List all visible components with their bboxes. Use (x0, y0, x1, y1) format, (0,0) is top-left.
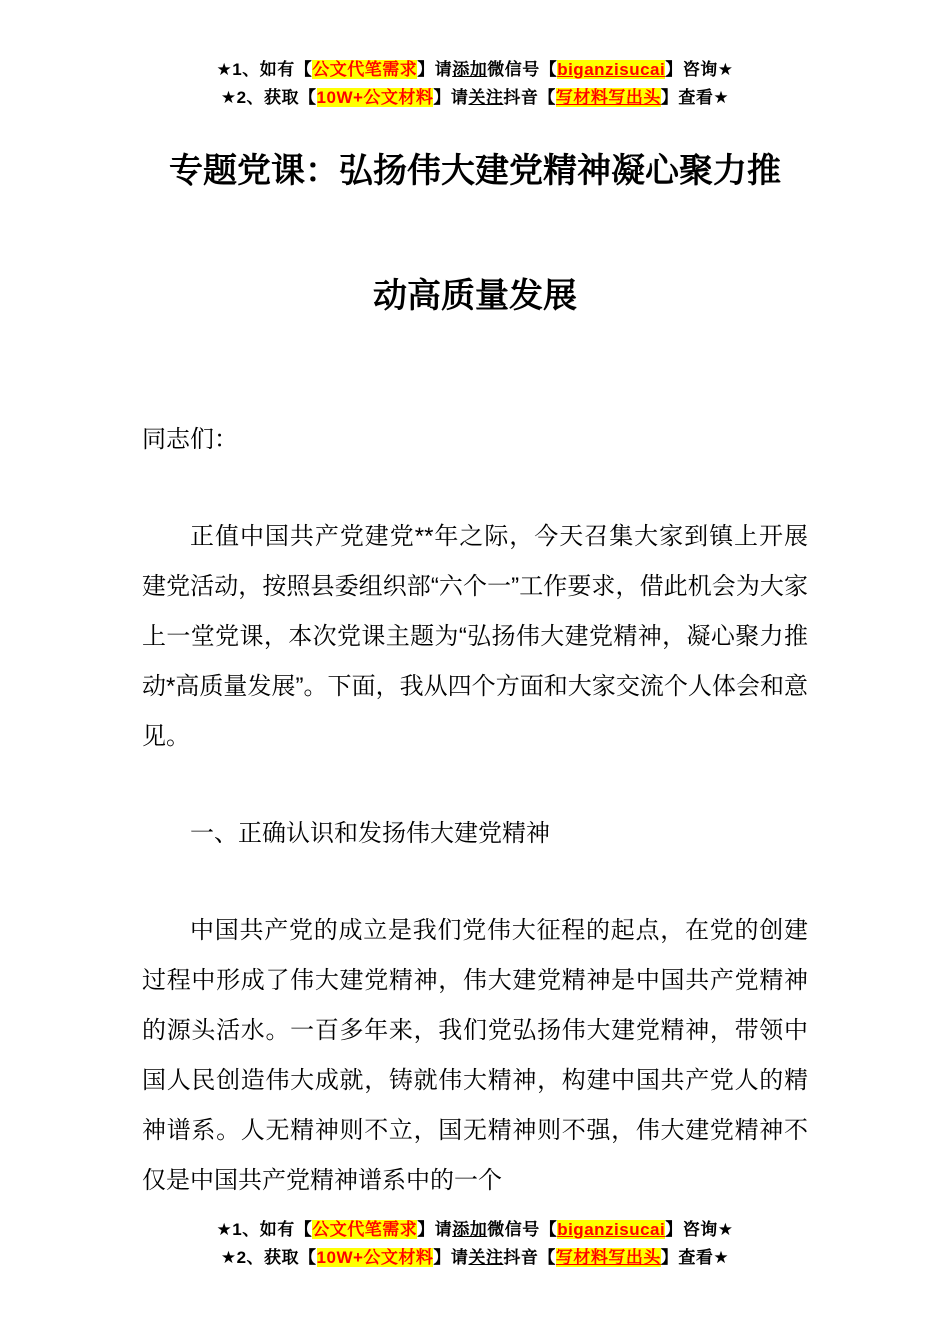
document-title-line-1: 专题党课：弘扬伟大建党精神凝心聚力推 (169, 152, 781, 190)
highlighted-keyword: 公文代笔需求 (312, 1220, 418, 1239)
notice-text: 微信号【 (487, 1220, 558, 1239)
notice-text: ★1、如有【 (216, 60, 313, 79)
underlined-action-word: 关注 (468, 88, 504, 107)
underlined-action-word: 关注 (468, 1248, 504, 1267)
underlined-action-word: 添加 (452, 60, 488, 79)
notice-text: 】咨询★ (665, 1220, 734, 1239)
notice-text: 】请 (417, 1220, 453, 1239)
document-body (142, 415, 808, 1206)
header-notice-line-2 (0, 84, 950, 112)
document-title-line-2: 动高质量发展 (373, 277, 577, 315)
highlighted-keyword: 10W+公文材料 (316, 88, 434, 107)
notice-text: 抖音【 (503, 88, 556, 107)
notice-text: ★2、获取【 (220, 1248, 317, 1267)
notice-text: 】查看★ (660, 88, 730, 107)
wechat-account-id: biganzisucai (557, 60, 666, 79)
notice-text: 】查看★ (660, 1248, 730, 1267)
notice-text: 】请 (433, 1248, 469, 1267)
document-title (0, 147, 950, 320)
notice-text: 微信号【 (487, 60, 558, 79)
notice-text: ★2、获取【 (220, 88, 317, 107)
douyin-account-name: 写材料写出头 (555, 88, 661, 107)
wechat-account-id: biganzisucai (557, 1220, 666, 1239)
douyin-account-name: 写材料写出头 (555, 1248, 661, 1267)
notice-text: 】咨询★ (665, 60, 734, 79)
notice-text: 】请 (417, 60, 453, 79)
header-notice-line-1 (0, 56, 950, 84)
notice-text: ★1、如有【 (216, 1220, 313, 1239)
highlighted-keyword: 公文代笔需求 (312, 60, 418, 79)
underlined-action-word: 添加 (452, 1220, 488, 1239)
highlighted-keyword: 10W+公文材料 (316, 1248, 434, 1267)
greeting-paragraph: 同志们： (142, 426, 238, 453)
notice-text: 】请 (433, 88, 469, 107)
body-paragraph-2: 中国共产党的成立是我们党伟大征程的起点，在党的创建过程中形成了伟大建党精神，伟大建党精神是中国共产党精神的源头活水。一百多年来，我们党弘扬伟大建党精神，带领中国人民创造伟大成就，铸就伟大精神，构建中国共产党人的精神谱系。人无精神则不立，国无精神则不强，伟大建党精神不仅是中国共产党精神谱系中的一个 (142, 917, 808, 1194)
footer-notice-line-1 (0, 1216, 950, 1244)
notice-text: 抖音【 (503, 1248, 556, 1267)
section-heading-1: 一、正确认识和发扬伟大建党精神 (190, 820, 550, 847)
footer-notice (0, 1216, 950, 1272)
header-notice (0, 0, 950, 112)
footer-notice-line-2 (0, 1244, 950, 1272)
body-paragraph-1: 正值中国共产党建党**年之际，今天召集大家到镇上开展建党活动，按照县委组织部“六个一”工作要求，借此机会为大家上一堂党课，本次党课主题为“弘扬伟大建党精神，凝心聚力推动*高质量发展”。下面，我从四个方面和大家交流个人体会和意见。 (142, 523, 808, 750)
